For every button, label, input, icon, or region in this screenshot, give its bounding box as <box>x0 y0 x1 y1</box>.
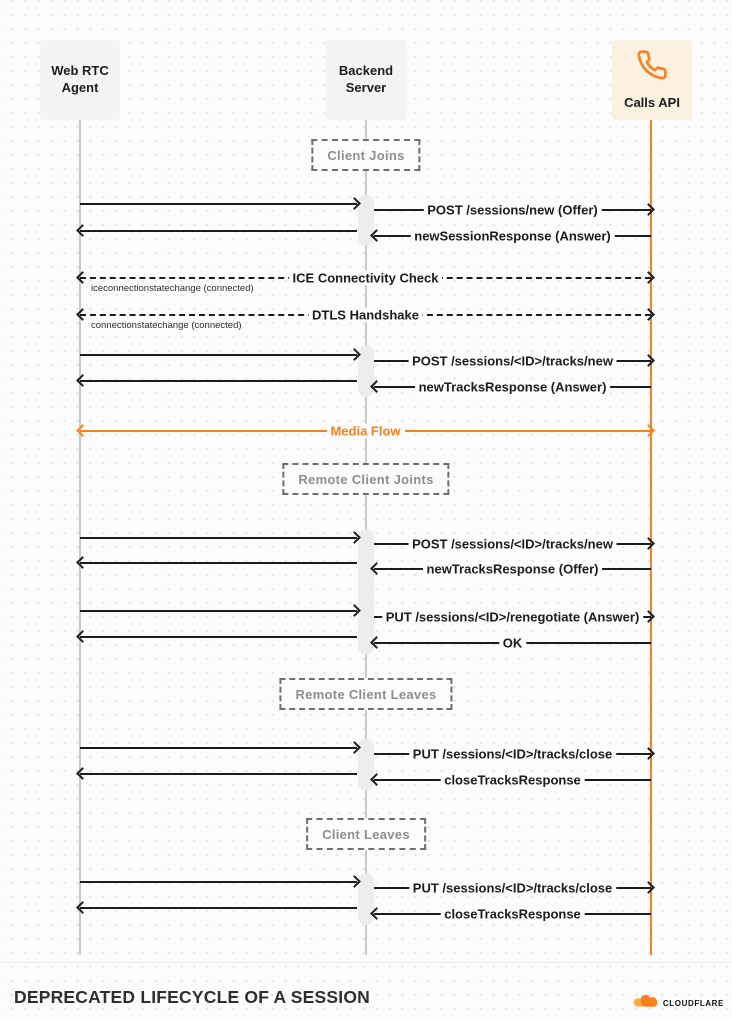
message-label: POST /sessions/<ID>/tracks/new <box>408 354 617 369</box>
message-label: POST /sessions/new (Offer) <box>423 203 602 218</box>
arrow-api-to-backend <box>374 561 651 577</box>
arrow-ice-connectivity <box>80 270 651 294</box>
arrowhead-right-icon <box>642 271 655 284</box>
arrow-backend-to-api <box>374 536 651 552</box>
message-label: newTracksResponse (Offer) <box>423 562 603 577</box>
arrowhead-right-icon <box>642 308 655 321</box>
arrow-backend-to-agent <box>80 380 357 382</box>
actor-label: Backend <box>338 63 394 79</box>
phase-label: Client Leaves <box>322 826 410 842</box>
activation-bar <box>358 345 374 397</box>
actor-label: Calls API <box>624 94 680 110</box>
message-label: OK <box>499 636 527 651</box>
message-label: newSessionResponse (Answer) <box>410 229 615 244</box>
arrowhead-right-icon <box>642 881 655 894</box>
message-label: POST /sessions/<ID>/tracks/new <box>408 537 617 552</box>
message-label: closeTracksResponse <box>440 907 585 922</box>
arrow-dtls-handshake <box>80 307 651 331</box>
lifeline-calls-api <box>650 120 652 955</box>
actor-label: Server <box>345 80 387 95</box>
message-label: closeTracksResponse <box>440 773 585 788</box>
message-label: PUT /sessions/<ID>/renegotiate (Answer) <box>382 610 644 625</box>
arrow-agent-to-backend <box>80 610 357 612</box>
arrow-backend-to-api <box>374 609 651 625</box>
arrow-backend-to-agent <box>80 773 357 775</box>
brand-text: CLOUDFLARE <box>662 998 724 1008</box>
arrowhead-right-icon <box>642 354 655 367</box>
arrow-agent-to-backend <box>80 203 357 205</box>
arrowhead-right-icon <box>642 424 655 437</box>
message-label: DTLS Handshake <box>308 308 423 323</box>
message-label: Media Flow <box>326 424 404 439</box>
phase-label: Remote Client Leaves <box>295 686 437 702</box>
message-label: PUT /sessions/<ID>/tracks/close <box>409 881 616 896</box>
arrowhead-right-icon <box>642 203 655 216</box>
phase-remote-client-joins <box>282 463 449 495</box>
arrow-api-to-backend <box>374 228 651 244</box>
arrow-backend-to-agent <box>80 907 357 909</box>
arrow-api-to-backend <box>374 635 651 651</box>
message-sublabel: iceconnectionstatechange (connected) <box>91 283 254 294</box>
arrowhead-right-icon <box>642 610 655 623</box>
arrow-media-flow <box>80 423 651 439</box>
actor-label: Web RTC <box>51 63 109 79</box>
message-label: PUT /sessions/<ID>/tracks/close <box>409 747 616 762</box>
arrow-backend-to-agent <box>80 562 357 564</box>
arrow-backend-to-agent <box>80 636 357 638</box>
phase-label: Client Joins <box>327 147 405 163</box>
arrow-agent-to-backend <box>80 537 357 539</box>
arrow-backend-to-api <box>374 202 651 218</box>
actor-backend-server <box>326 40 406 120</box>
arrow-backend-to-api <box>374 746 651 762</box>
arrowhead-right-icon <box>642 537 655 550</box>
phase-client-joins <box>311 139 420 171</box>
phase-remote-client-leaves <box>279 678 452 710</box>
message-label: newTracksResponse (Answer) <box>415 380 611 395</box>
page-title: DEPRECATED LIFECYCLE OF A SESSION <box>14 987 370 1007</box>
arrow-api-to-backend <box>374 772 651 788</box>
actor-webrtc-agent <box>40 40 120 120</box>
arrow-backend-to-api <box>374 353 651 369</box>
message-sublabel: connectionstatechange (connected) <box>91 320 242 331</box>
arrow-agent-to-backend <box>80 354 357 356</box>
actor-calls-api <box>612 40 692 120</box>
activation-bar <box>358 529 374 655</box>
arrow-api-to-backend <box>374 379 651 395</box>
arrow-agent-to-backend <box>80 881 357 883</box>
arrow-backend-to-api <box>374 880 651 896</box>
footer-divider <box>0 962 732 963</box>
actor-label: Agent <box>61 80 99 95</box>
arrow-agent-to-backend <box>80 747 357 749</box>
phase-client-leaves <box>306 818 426 850</box>
phone-icon <box>636 49 668 86</box>
message-label: ICE Connectivity Check <box>289 271 443 286</box>
arrowhead-right-icon <box>642 747 655 760</box>
cloudflare-logo-icon <box>631 992 661 1014</box>
phase-label: Remote Client Joints <box>298 471 434 487</box>
cloudflare-brand <box>631 992 724 1014</box>
arrow-backend-to-agent <box>80 230 357 232</box>
arrow-api-to-backend <box>374 906 651 922</box>
